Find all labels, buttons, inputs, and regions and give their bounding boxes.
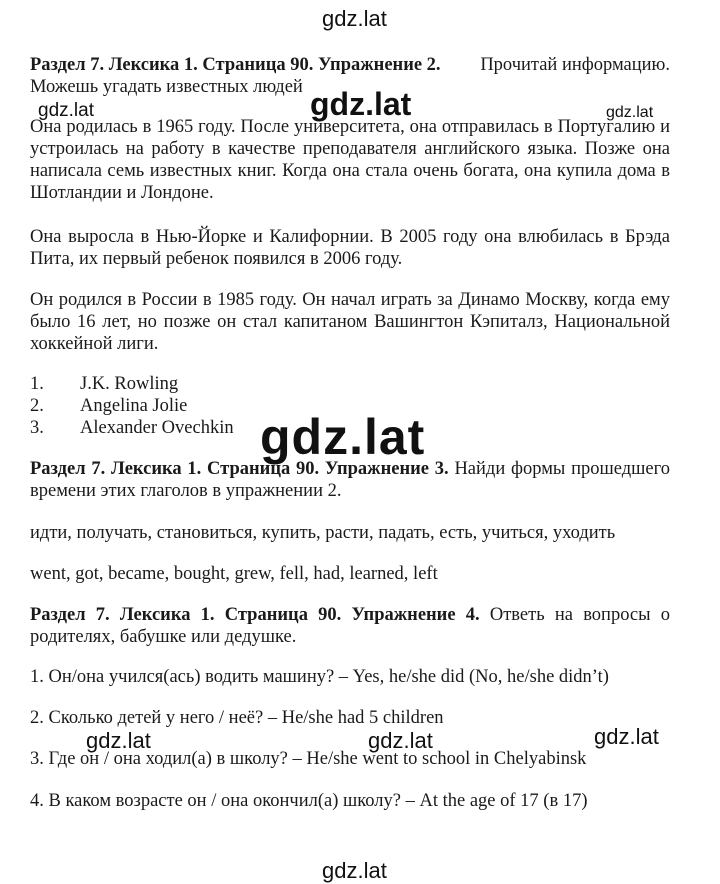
ex4-answer-2: 2. Сколько детей у него / неё? – He/she had 5 children (30, 708, 444, 728)
watermark-row-center: gdz.lat (368, 728, 433, 753)
ex2-instruction-cont: Можешь угадать известных людей (30, 77, 303, 97)
answer-number: 1. (30, 374, 44, 394)
ex2-instruction: Прочитай информацию. (480, 55, 670, 75)
ex4-instruction: Ответь на вопросы о родителях, бабушке или дедушке. (30, 605, 671, 647)
watermark-bottom: gdz.lat (322, 858, 387, 883)
ex4-answer-1: 1. Он/она учился(ась) водить машину? – Yes, he/she did (No, he/she didn’t) (30, 667, 609, 687)
watermark-top: gdz.lat (322, 6, 387, 31)
answer-name: Angelina Jolie (80, 396, 188, 416)
answer-name: Alexander Ovechkin (80, 418, 234, 438)
watermark-row-left: gdz.lat (86, 728, 151, 753)
ex4-heading: Раздел 7. Лексика 1. Страница 90. Упражнение 4. (30, 605, 480, 625)
answer-number: 3. (30, 418, 44, 438)
watermark-left: gdz.lat (38, 100, 94, 121)
ex2-heading: Раздел 7. Лексика 1. Страница 90. Упражнение 2. (30, 55, 441, 75)
answer-name: J.K. Rowling (80, 374, 179, 394)
ex3-past-forms: went, got, became, bought, grew, fell, had, learned, left (30, 564, 438, 584)
ex3-heading: Раздел 7. Лексика 1. Страница 90. Упражнение 3. (30, 459, 449, 479)
answer-number: 2. (30, 396, 44, 416)
ex2-header-line (30, 54, 670, 76)
watermark-center-big: gdz.lat (310, 86, 412, 122)
ex3-verbs: идти, получать, становиться, купить, расти, падать, есть, учиться, уходить (30, 523, 616, 543)
ex4-answer-3: 3. Где он / она ходил(а) в школу? – He/she went to school in Chelyabinsk (30, 749, 587, 769)
ex4-heading-block (30, 604, 670, 648)
ex2-paragraph-1: Она родилась в 1965 году. После университета, она отправилась в Португалию и устроилась на работу в качестве преподавателя английского языка. Позже она написала семь известных книг. Когда она стала очень богата, она купила дома в Шотландии и Лондоне. (30, 117, 670, 203)
ex2-paragraph-2: Она выросла в Нью-Йорке и Калифорнии. В 2005 году она влюбилась в Брэда Пита, их первый ребенок появился в 2006 году. (30, 227, 670, 269)
ex4-answer-4: 4. В каком возрасте он / она окончил(а) школу? – At the age of 17 (в 17) (30, 791, 588, 811)
ex3-heading-block (30, 458, 670, 502)
watermark-middle-huge: gdz.lat (260, 409, 426, 465)
watermark-row-right: gdz.lat (594, 724, 659, 749)
watermark-right: gdz.lat (606, 104, 654, 121)
ex3-instruction: Найди формы прошедшего времени этих глаголов в упражнении 2. (30, 459, 670, 501)
ex2-paragraph-3: Он родился в России в 1985 году. Он начал играть за Динамо Москву, когда ему было 16 лет, но позже он стал капитаном Вашингтон Кэпиталз, Национальной хоккейной лиги. (30, 290, 670, 354)
